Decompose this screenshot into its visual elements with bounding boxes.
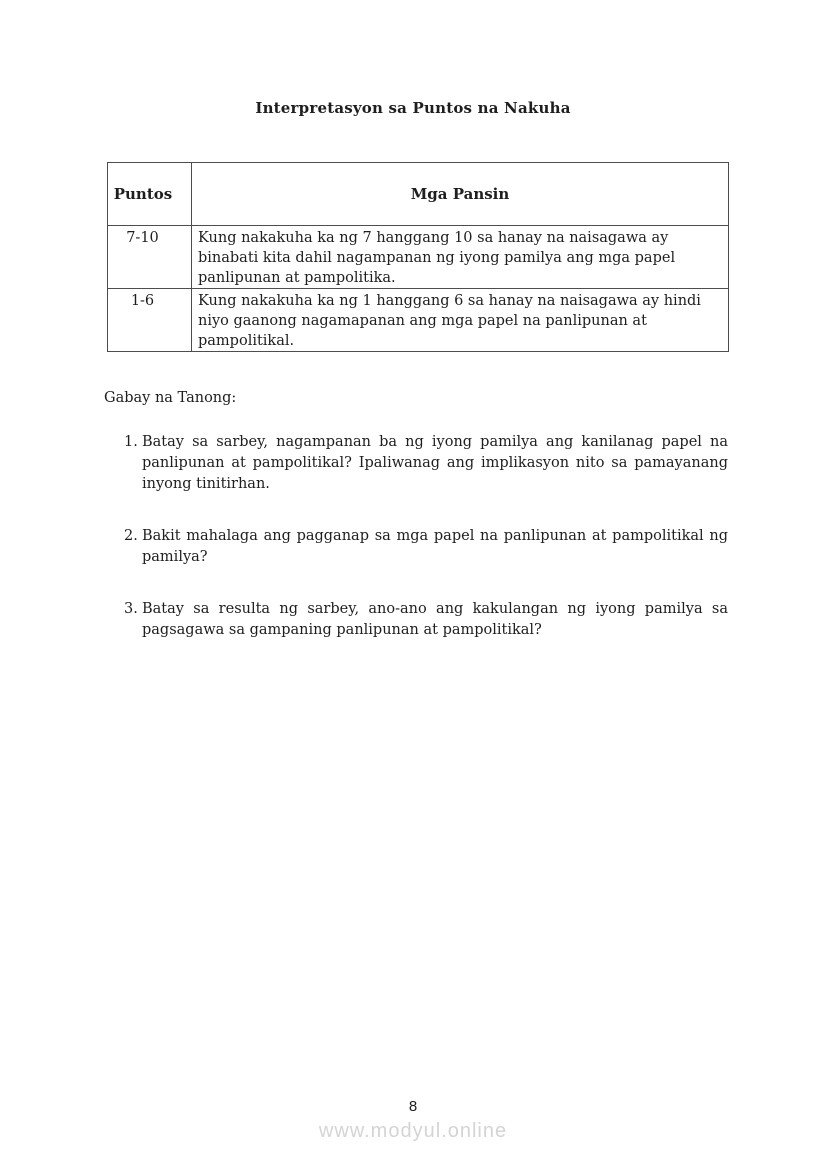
guide-questions-heading: Gabay na Tanong: (104, 390, 237, 406)
question-text: Batay sa sarbey, nagampanan ba ng iyong pamilya ang kanilanag papel na panlipunan at pampolitikal? Ipaliwanag ang implikasyon nito sa pamayanang inyong tinitirhan. (142, 434, 728, 492)
score-range-cell: 1-6 (108, 289, 192, 352)
guide-questions-list (124, 432, 728, 672)
table-header-row (108, 163, 729, 226)
watermark-text: www.modyul.online (318, 1120, 508, 1142)
question-number: 1. (124, 434, 138, 450)
table-row (108, 289, 729, 352)
table-header-mga-pansin: Mga Pansin (192, 163, 729, 226)
list-item (124, 526, 728, 568)
table-header-puntos: Puntos (108, 163, 192, 226)
question-text: Batay sa resulta ng sarbey, ano-ano ang kakulangan ng iyong pamilya sa pagsagawa sa gampaning panlipunan at pampolitikal? (142, 601, 728, 638)
list-item (124, 432, 728, 495)
score-interpretation-table (107, 162, 729, 352)
score-range-cell: 7-10 (108, 226, 192, 289)
page-number: 8 (408, 1098, 418, 1115)
question-text: Bakit mahalaga ang pagganap sa mga papel na panlipunan at pampolitikal ng pamilya? (142, 528, 728, 565)
page-title: Interpretasyon sa Puntos na Nakuha (255, 99, 571, 117)
list-item (124, 599, 728, 641)
table-row (108, 226, 729, 289)
question-number: 2. (124, 528, 138, 544)
remark-cell: Kung nakakuha ka ng 1 hanggang 6 sa hanay na naisagawa ay hindi niyo gaanong nagamapanan ang mga papel na panlipunan at pampolitikal. (192, 289, 729, 352)
question-number: 3. (124, 601, 138, 617)
remark-cell: Kung nakakuha ka ng 7 hanggang 10 sa hanay na naisagawa ay binabati kita dahil nagampanan ng iyong pamilya ang mga papel panlipunan at pampolitika. (192, 226, 729, 289)
